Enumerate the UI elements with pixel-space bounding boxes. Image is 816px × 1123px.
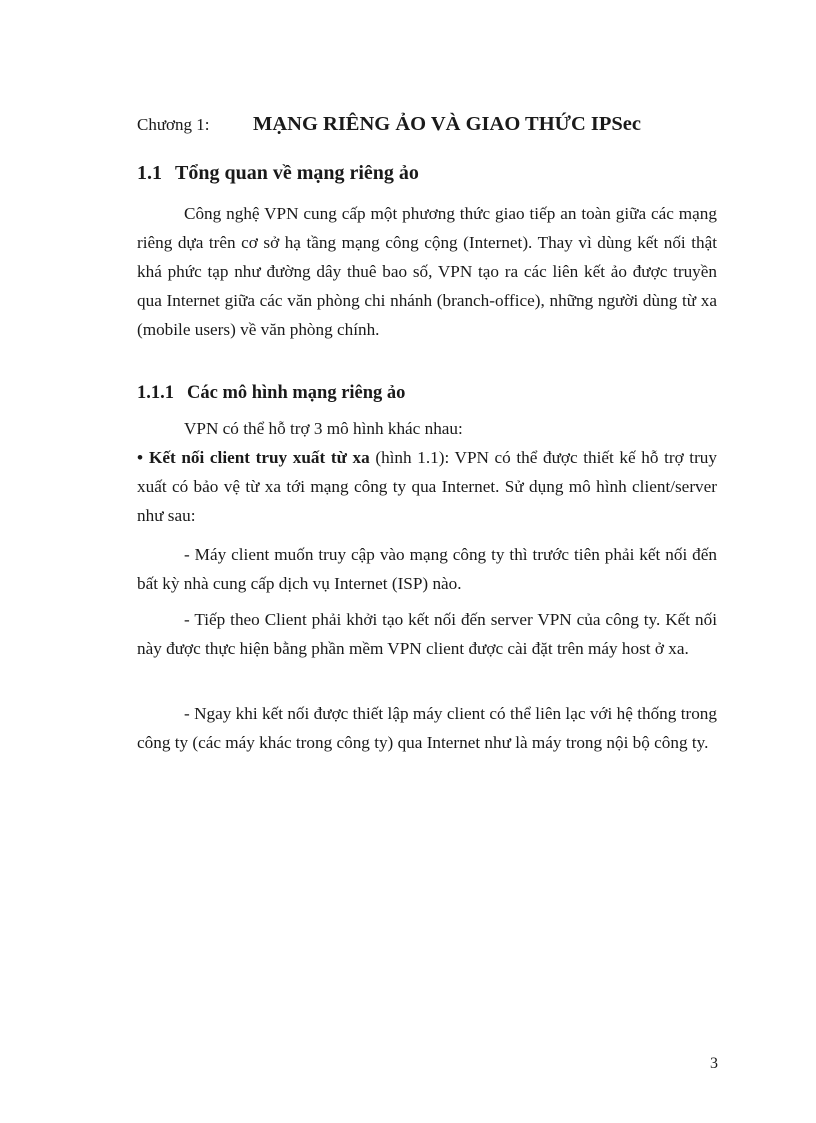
- step-paragraph-2: - Tiếp theo Client phải khởi tạo kết nối đến server VPN của công ty. Kết nối này được thực hiện bằng phần mềm VPN client được cài đặt trên máy host ở xa.: [137, 610, 717, 658]
- bullet-icon: •: [137, 448, 144, 467]
- step-paragraph-3: - Ngay khi kết nối được thiết lập máy client có thể liên lạc với hệ thống trong công ty (các máy khác trong công ty) qua Internet như là máy trong nội bộ công ty.: [137, 704, 717, 752]
- chapter-heading: [137, 113, 641, 136]
- subsection-title: Các mô hình mạng riêng ảo: [187, 383, 406, 403]
- page-number: 3: [710, 1055, 718, 1072]
- section-heading-1-1-1: [137, 383, 405, 404]
- section-heading-1-1: [137, 162, 419, 185]
- bullet-remote-access: [137, 443, 717, 530]
- subsection-number: 1.1.1: [137, 383, 174, 403]
- section-title: Tổng quan về mạng riêng ảo: [175, 162, 419, 184]
- overview-paragraph: Công nghệ VPN cung cấp một phương thức giao tiếp an toàn giữa các mạng riêng dựa trên cơ sở hạ tầng mạng công cộng (Internet). Thay vì dùng kết nối thật khá phức tạp như đường dây thuê bao số, VPN tạo ra các liên kết ảo được truyền qua Internet giữa các văn phòng chi nhánh (branch-office), những người dùng từ xa (mobile users) về văn phòng chính.: [137, 204, 717, 339]
- chapter-label: Chương 1:: [137, 115, 210, 134]
- bullet-lead: Kết nối client truy xuất từ xa: [149, 448, 370, 467]
- section-number: 1.1: [137, 162, 162, 184]
- step-paragraph-1: - Máy client muốn truy cập vào mạng công ty thì trước tiên phải kết nối đến bất kỳ nhà cung cấp dịch vụ Internet (ISP) nào.: [137, 545, 717, 593]
- models-intro: VPN có thể hỗ trợ 3 mô hình khác nhau:: [184, 419, 463, 438]
- bullet-text: (hình 1.1): VPN có thể được thiết kế hỗ trợ truy xuất có bảo vệ từ xa tới mạng công ty qua Internet. Sử dụng mô hình client/server như sau:: [137, 448, 717, 525]
- chapter-title: MẠNG RIÊNG ẢO VÀ GIAO THỨC IPSec: [253, 113, 641, 135]
